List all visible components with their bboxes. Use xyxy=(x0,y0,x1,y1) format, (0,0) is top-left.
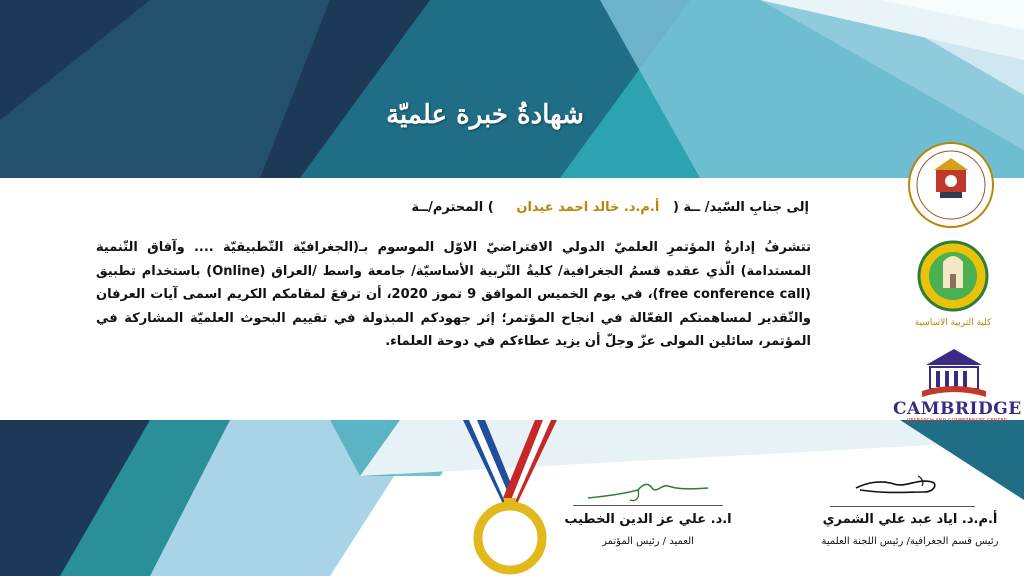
cambridge-building-icon xyxy=(918,345,990,399)
right-signature-line xyxy=(830,506,975,507)
certificate-body xyxy=(96,236,811,354)
cambridge-subtitle: RESEARCH AND CONFERENCES CENTER xyxy=(906,418,1008,424)
left-signatory-title: العميد / رئيس المؤتمر xyxy=(602,536,694,547)
salutation-line xyxy=(289,200,809,215)
right-signatory-title: رئيس قسم الجغرافية/ رئيس اللجنة العلمية xyxy=(821,536,999,547)
salutation-suffix: ) المحترم/ــة xyxy=(411,200,494,215)
left-signatory-name: ا.د. علي عز الدين الخطيب xyxy=(564,512,732,527)
recipient-name: أ.م.د. خالد احمد عيدان xyxy=(516,200,660,215)
cambridge-name: CAMBRIDGE xyxy=(893,399,1022,419)
body-paragraph: تتشرفُ إدارةُ المؤتمرِ العلميّ الدولي الافتراضيّ الاوّل الموسوم بـ(الجغرافيّة التّطبيقيّة .... وآفاق التّنمية المستدامة) الّذي عقده قسمُ الجغرافية/ كليةُ التّربية الأساسيّة/ جامعة واسط /العراق (Online) باستخدام تطبيق (free conference call)، في يوم الخميس الموافق 9 تموز 2020، أن ترفعَ لمقامكم الكريم اسمى آيات العرفان والتّقدير لمساهمتكم الفعّالة في انجاح المؤتمر؛ إثر جهودكم المبذولة في تقييم البحوث العلميّة المشاركة في المؤتمر، سائلين المولى عزّ وجلّ أن يزيد عطاءكم في دوحة العلماء. xyxy=(96,240,811,349)
left-signature-line xyxy=(573,505,723,506)
college-caption: كلية التربية الاساسية xyxy=(914,318,992,328)
right-signatory-name: أ.م.د. اياد عبد علي الشمري xyxy=(822,512,998,527)
college-emblem-icon xyxy=(910,240,996,320)
left-signature-icon xyxy=(578,476,718,506)
right-signature-icon xyxy=(848,468,944,502)
medal-icon xyxy=(455,420,565,576)
salutation-prefix: إلى جنابِ السّيد/ ــة ( xyxy=(672,200,809,215)
ministry-seal-icon xyxy=(906,140,996,230)
certificate-title: شهادةُ خبرة علميّة xyxy=(386,100,584,130)
